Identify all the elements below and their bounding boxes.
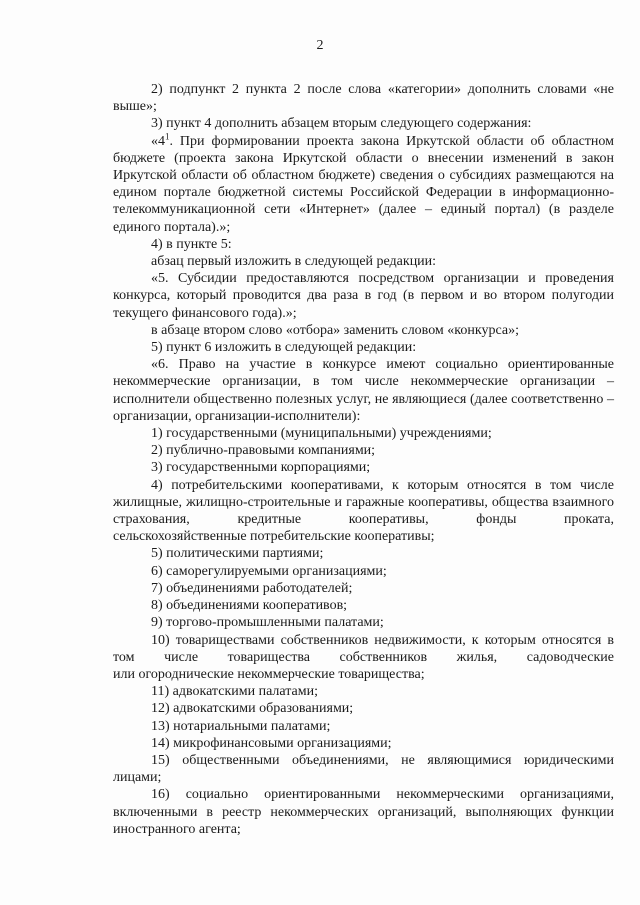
quoted-paragraph: «6. Право на участие в конкурсе имеют социально ориентированные некоммерческие организации, в том числе некоммерческие организации – исполнители общественно полезных услуг, не являющиеся (далее соответственно – организации, организации-исполнители): [113,357,614,424]
list-item: 5) политическими партиями; [151,546,324,562]
amendment-paragraph: 3) пункт 4 дополнить абзацем вторым следующего содержания: [151,116,532,132]
amendment-paragraph: 5) пункт 6 изложить в следующей редакции: [151,340,417,356]
document-body [113,81,614,838]
list-item: 11) адвокатскими палатами; [151,684,318,700]
list-item: 14) микрофинансовыми организациями; [151,735,392,751]
list-item: 6) саморегулируемыми организациями; [151,563,387,579]
quoted-paragraph: «5. Субсидии предоставляются посредством организации и проведения конкурса, который проводится два раза в год (в первом и во втором полугодии текущего финансового года).»; [113,271,614,321]
paragraph-number: «4 [151,133,165,149]
list-item: 8) объединениями кооперативов; [151,598,348,614]
list-item-continuation: или огороднические некоммерческие товарищества; [113,666,425,682]
list-item: 1) государственными (муниципальными) учреждениями; [151,426,492,442]
paragraph-text: . При формировании проекта закона Иркутской области об областном бюджете (проекта закона Иркутской области о внесении изменений в закон Иркутской области об областном бюджете) сведения о субсидиях размещаются на едином портале бюджетной системы Российской Федерации в информационно-телекоммуникационной сети «Интернет» (далее – единый портал) (в разделе единого портала).»; [113,133,614,235]
amendment-paragraph: в абзаце втором слово «отбора» заменить словом «конкурса»; [151,322,519,338]
list-item: 9) торгово-промышленными палатами; [151,615,384,631]
list-item: 10) товариществами собственников недвижимости, к которым относятся в том числе товарищества собственников жилья, садоводческие [113,632,614,665]
list-item: 2) публично-правовыми компаниями; [151,443,376,459]
amendment-paragraph: абзац первый изложить в следующей редакции: [151,254,437,270]
list-item: 13) нотариальными палатами; [151,718,331,734]
list-item: 3) государственными корпорациями; [151,460,371,476]
quoted-paragraph-4-1 [113,130,614,236]
list-item: 16) социально ориентированными некоммерческими организациями, включенными в реестр некоммерческих организаций, выполняющих функции иностранного агента; [113,787,614,837]
list-item: 12) адвокатскими образованиями; [151,701,354,717]
page-number: 2 [316,38,324,53]
list-item: 15) общественными объединениями, не являющимися юридическими лицами; [113,752,614,786]
superscript-index: 1 [165,130,170,141]
amendment-paragraph: 4) в пункте 5: [151,236,232,252]
amendment-paragraph: 2) подпункт 2 пункта 2 после слова «категории» дополнить словами «не выше»; [113,82,614,115]
list-item-continuation: сельскохозяйственные потребительские кооперативы; [113,529,435,545]
list-item: 4) потребительскими кооперативами, к которым относятся в том числе жилищные, жилищно-строительные и гаражные кооперативы, общества взаимного страхования, кредитные кооперативы, фонды проката, [113,477,614,528]
list-item: 7) объединениями работодателей; [151,580,353,596]
